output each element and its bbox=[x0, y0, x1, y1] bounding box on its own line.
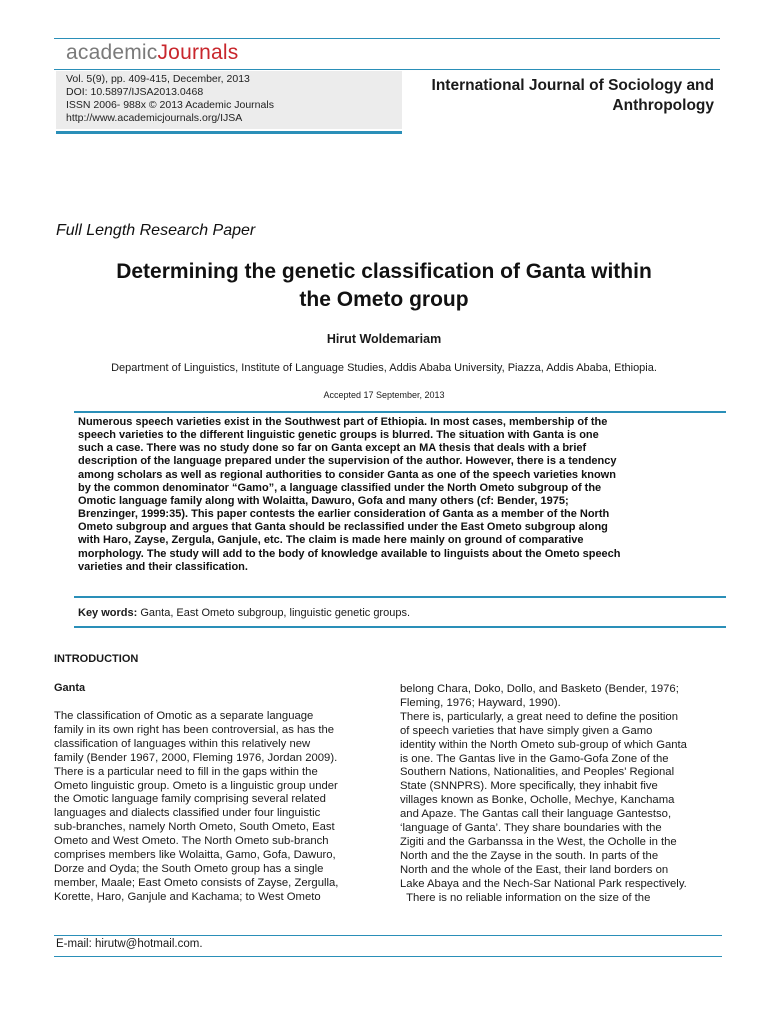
body-column-left: The classification of Omotic as a separate language family in its own right has been controversial, as has the classification of languages within this relatively new family (Bender 1967, 2000, Fleming 1976, Jordan 2009). There is a particular need to fill in the gaps within the Ometo linguistic group. Ometo is a linguistic group under the Omotic language family comprising several related languages and dialects classified under four linguistic sub-branches, namely North Ometo, South Ometo, East Ometo and West Ometo. The North Ometo sub-branch comprises members like Wolaitta, Gamo, Gofa, Dawuro, Dorze and Oyda; the South Ometo group has a single member, Maale; East Ometo consists of Zayse, Zergulla, Korette, Haro, Ganjule and Kachama; to West Ometo bbox=[54, 710, 339, 903]
header-accent-bar bbox=[56, 131, 402, 134]
keywords: Key words: Ganta, East Ometo subgroup, linguistic genetic groups. bbox=[78, 607, 411, 619]
accepted-date: Accepted 17 September, 2013 bbox=[323, 390, 445, 400]
article-title: Determining the genetic classification of Ganta within the Ometo group bbox=[116, 260, 652, 311]
header-rule bbox=[54, 69, 720, 70]
author-affiliation: Department of Linguistics, Institute of Language Studies, Addis Ababa University, Piazza, Addis Ababa, Ethiopia. bbox=[111, 362, 657, 374]
publication-meta bbox=[66, 73, 274, 125]
meta-doi: DOI: 10.5897/IJSA2013.0468 bbox=[66, 86, 204, 98]
meta-url[interactable]: http://www.academicjournals.org/IJSA bbox=[66, 112, 243, 124]
author-email[interactable]: E-mail: hirutw@hotmail.com. bbox=[56, 938, 203, 950]
abstract-bottom-rule bbox=[74, 596, 726, 598]
meta-volume: Vol. 5(9), pp. 409-415, December, 2013 bbox=[66, 73, 250, 85]
abstract: Numerous speech varieties exist in the Southwest part of Ethiopia. In most cases, membership of the speech varieties to the different linguistic genetic groups is blurred. The situation with Ganta is one such a case. There was no study done so far on Ganta except an MA thesis that deals with a brief description of the language prepared under the supervision of the author. However, there is a tendency among scholars as well as regional authorities to consider Ganta as one of the speech varieties known by the common denominator “Gamo”, a language classified under the North Ometo subgroup of the Omotic language family along with Wolaitta, Dawuro, Gofa and many others (cf: Bender, 1975; Brenzinger, 1999:35). This paper contests the earlier consideration of Ganta as a member of the North Ometo subgroup and argues that Ganta should be reclassified under the East Ometo subgroup along with Haro, Zayse, Zergula, Ganjule, etc. The claim is made here mainly on ground of comparative morphology. The study will add to the body of knowledge available to linguists about the Ometo speech varieties and their classification. bbox=[78, 416, 621, 573]
journal-name: International Journal of Sociology and Anthropology bbox=[431, 77, 714, 114]
subsection-heading-ganta: Ganta bbox=[54, 682, 86, 694]
keywords-rule bbox=[74, 626, 726, 628]
author-name: Hirut Woldemariam bbox=[326, 332, 442, 346]
meta-issn: ISSN 2006- 988x © 2013 Academic Journals bbox=[66, 99, 274, 111]
header-top-rule bbox=[54, 38, 720, 39]
article-type: Full Length Research Paper bbox=[56, 222, 256, 239]
abstract-top-rule bbox=[74, 411, 726, 413]
publisher-logo: academicJournals bbox=[66, 41, 239, 64]
body-column-right: belong Chara, Doko, Dollo, and Basketo (Bender, 1976; Fleming, 1976; Hayward, 1990). There is, particularly, a great need to define the position of speech varieties that have simply given a Gamo identity within the North Ometo sub-group of which Ganta is one. The Gantas live in the Gamo-Gofa Zone of the Southern Nations, Nationalities, and Peoples' Regional State (SNNPRS). More specifically, they inhabit five villages known as Bonke, Ocholle, Mechye, Kanchama and Apaze. The Gantas call their language Gantestso, ‘language of Ganta’. They share boundaries with the Zigiti and the Garbanssa in the West, the Ocholle in the North and the the Zayse in the south. In parts of the North and the whole of the East, their land borders on Lake Abaya and the Nech-Sar National Park respectively. There is no reliable information on the size of the bbox=[400, 683, 687, 904]
section-heading-introduction: INTRODUCTION bbox=[54, 653, 139, 665]
